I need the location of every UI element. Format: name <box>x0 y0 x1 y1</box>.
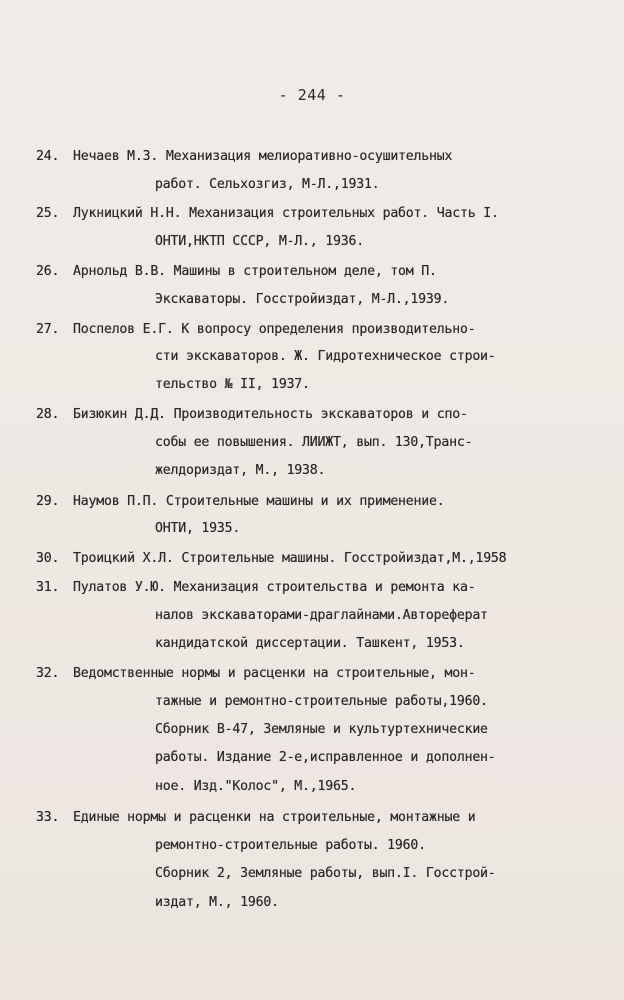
entry-31-line-2: налов экскаваторами-драглайнами.Автореферат <box>155 608 488 623</box>
entry-25-line-1: Лукницкий Н.Н. Механизация строительных работ. Часть I. <box>73 206 499 221</box>
entry-28-line-2: собы ее повышения. ЛИИЖТ, вып. 130,Транс- <box>155 435 473 450</box>
entry-31-line-1: Пулатов У.Ю. Механизация строительства и ремонта ка- <box>73 580 476 595</box>
entry-27-line-1: Поспелов Е.Г. К вопросу определения производительно- <box>73 322 476 337</box>
entry-28-number: 28. <box>36 407 60 422</box>
entry-32-number: 32. <box>36 666 60 681</box>
entry-32-line-1: Ведомственные нормы и расценки на строительные, мон- <box>73 666 476 681</box>
entry-33-line-1: Единые нормы и расценки на строительные, монтажные и <box>73 810 476 825</box>
entry-31-number: 31. <box>36 580 60 595</box>
entry-29-number: 29. <box>36 494 60 509</box>
entry-24-line-1: Нечаев М.З. Механизация мелиоративно-осушительных <box>73 149 453 164</box>
entry-24-line-2: работ. Сельхозгиз, М-Л.,1931. <box>155 177 380 192</box>
entry-30-number: 30. <box>36 551 60 566</box>
entry-27-line-3: тельство № II, 1937. <box>155 377 310 392</box>
entry-33-number: 33. <box>36 810 60 825</box>
entry-25-line-2: ОНТИ,НКТП СССР, М-Л., 1936. <box>155 234 364 249</box>
entry-28-line-3: желдориздат, М., 1938. <box>155 463 326 478</box>
entry-29-line-2: ОНТИ, 1935. <box>155 521 241 536</box>
entry-24-number: 24. <box>36 149 60 164</box>
entry-32-line-5: ное. Изд."Колос", М.,1965. <box>155 779 357 794</box>
entry-30-line-1: Троицкий Х.Л. Строительные машины. Госстройиздат,М.,1958 <box>73 551 507 566</box>
page-number: - 244 - <box>278 86 346 104</box>
entry-25-number: 25. <box>36 206 60 221</box>
entry-27-line-2: сти экскаваторов. Ж. Гидротехническое строи- <box>155 349 496 364</box>
entry-33-line-2: ремонтно-строительные работы. 1960. <box>155 838 426 853</box>
entry-29-line-1: Наумов П.П. Строительные машины и их применение. <box>73 494 445 509</box>
entry-27-number: 27. <box>36 322 60 337</box>
entry-31-line-3: кандидатской диссертации. Ташкент, 1953. <box>155 636 465 651</box>
entry-33-line-3: Сборник 2, Земляные работы, вып.I. Госстрой- <box>155 866 496 881</box>
entry-26-line-1: Арнольд В.В. Машины в строительном деле, том П. <box>73 264 437 279</box>
entry-32-line-3: Сборник В-47, Земляные и культуртехнические <box>155 722 488 737</box>
entry-32-line-2: тажные и ремонтно-строительные работы,1960. <box>155 694 488 709</box>
entry-32-line-4: работы. Издание 2-е,исправленное и дополнен- <box>155 750 496 765</box>
entry-26-number: 26. <box>36 264 60 279</box>
entry-28-line-1: Бизюкин Д.Д. Производительность экскаваторов и спо- <box>73 407 468 422</box>
entry-26-line-2: Экскаваторы. Госстройиздат, М-Л.,1939. <box>155 292 450 307</box>
entry-33-line-4: издат, М., 1960. <box>155 895 279 910</box>
